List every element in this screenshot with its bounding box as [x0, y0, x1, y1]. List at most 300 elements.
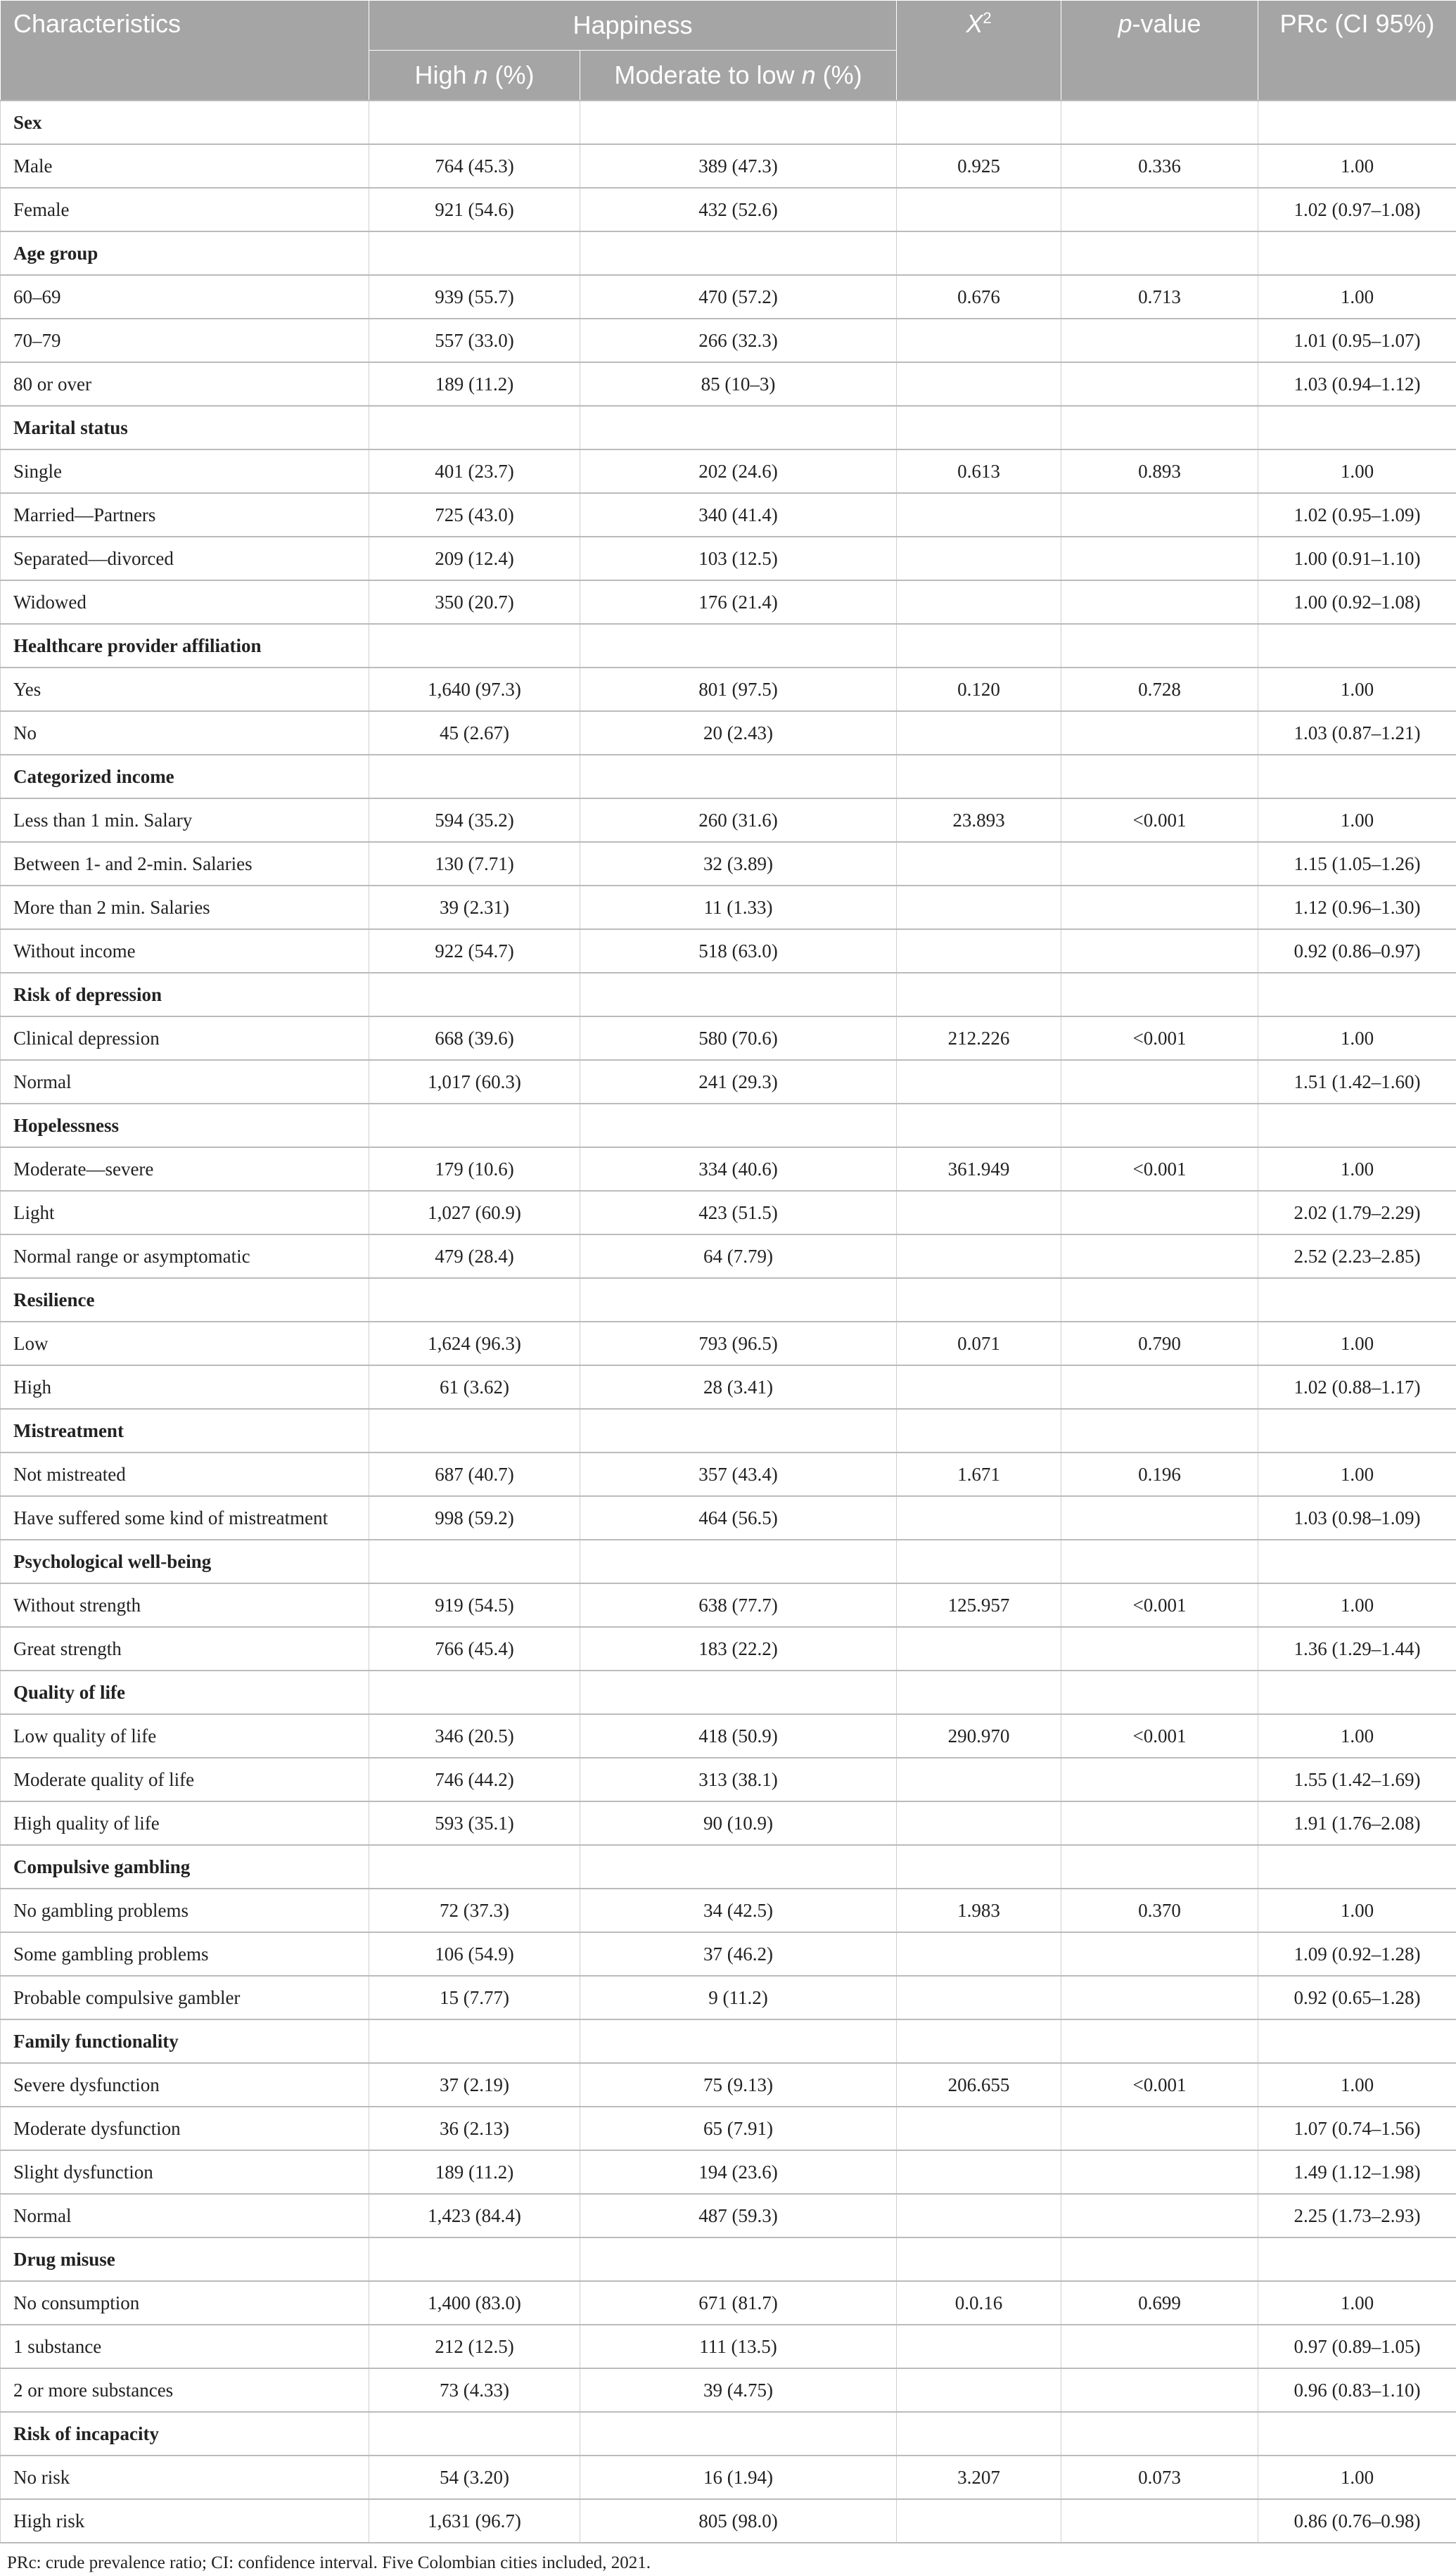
prc-cell: 0.86 (0.76–0.98)	[1258, 2499, 1456, 2543]
empty-cell	[1061, 1845, 1258, 1889]
empty-cell	[897, 755, 1061, 798]
row-label: Some gambling problems	[1, 1932, 369, 1976]
p-value-cell: 0.699	[1061, 2281, 1258, 2325]
prc-cell: 1.07 (0.74–1.56)	[1258, 2107, 1456, 2150]
empty-cell	[1061, 1104, 1258, 1147]
prc-cell: 1.00	[1258, 1452, 1456, 1496]
prc-cell: 1.51 (1.42–1.60)	[1258, 1060, 1456, 1104]
moderate-low-count-cell: 32 (3.89)	[580, 842, 897, 886]
table-row	[1, 886, 1456, 929]
header-high-prefix: High	[414, 60, 473, 89]
high-count-cell: 1,423 (84.4)	[369, 2194, 580, 2237]
high-count-cell: 350 (20.7)	[369, 580, 580, 624]
chi-square-cell	[897, 362, 1061, 406]
empty-cell	[369, 101, 580, 144]
high-count-cell: 1,631 (96.7)	[369, 2499, 580, 2543]
p-value-label: -value	[1132, 9, 1201, 38]
category-row	[1, 1104, 1456, 1147]
chi-square-cell: 0.120	[897, 668, 1061, 711]
empty-cell	[897, 2412, 1061, 2456]
row-label: Slight dysfunction	[1, 2150, 369, 2194]
high-count-cell: 37 (2.19)	[369, 2063, 580, 2107]
header-mod-suffix: (%)	[816, 60, 862, 89]
table-row	[1, 1452, 1456, 1496]
moderate-low-count-cell: 805 (98.0)	[580, 2499, 897, 2543]
moderate-low-count-cell: 580 (70.6)	[580, 1016, 897, 1060]
empty-cell	[1258, 231, 1456, 275]
empty-cell	[1258, 973, 1456, 1016]
table-row	[1, 1801, 1456, 1845]
high-count-cell: 15 (7.77)	[369, 1976, 580, 2019]
chi-square-cell	[897, 319, 1061, 362]
p-value-cell	[1061, 711, 1258, 755]
p-value-cell: <0.001	[1061, 1714, 1258, 1758]
row-label: Probable compulsive gambler	[1, 1976, 369, 2019]
row-label: High risk	[1, 2499, 369, 2543]
category-label: Family functionality	[1, 2019, 369, 2063]
table-row	[1, 2325, 1456, 2368]
p-value-cell	[1061, 2194, 1258, 2237]
empty-cell	[580, 1540, 897, 1583]
p-value-cell	[1061, 319, 1258, 362]
p-value-cell	[1061, 2499, 1258, 2543]
p-value-cell	[1061, 1365, 1258, 1409]
chi-square-cell	[897, 886, 1061, 929]
header-high	[369, 51, 580, 101]
high-count-cell: 106 (54.9)	[369, 1932, 580, 1976]
category-label: Mistreatment	[1, 1409, 369, 1452]
p-value-cell	[1061, 2150, 1258, 2194]
p-value-cell: <0.001	[1061, 1147, 1258, 1191]
chi-square-cell	[897, 1627, 1061, 1671]
prc-cell: 1.03 (0.87–1.21)	[1258, 711, 1456, 755]
prc-cell: 1.91 (1.76–2.08)	[1258, 1801, 1456, 1845]
category-row	[1, 2412, 1456, 2456]
empty-cell	[369, 1540, 580, 1583]
high-count-cell: 668 (39.6)	[369, 1016, 580, 1060]
high-count-cell: 209 (12.4)	[369, 537, 580, 580]
empty-cell	[1258, 2019, 1456, 2063]
prc-cell: 1.02 (0.97–1.08)	[1258, 188, 1456, 231]
moderate-low-count-cell: 487 (59.3)	[580, 2194, 897, 2237]
category-row	[1, 1409, 1456, 1452]
empty-cell	[1061, 624, 1258, 668]
empty-cell	[580, 624, 897, 668]
high-count-cell: 61 (3.62)	[369, 1365, 580, 1409]
chi-square-cell	[897, 1932, 1061, 1976]
high-count-cell: 45 (2.67)	[369, 711, 580, 755]
category-label: Resilience	[1, 1278, 369, 1322]
p-value-cell	[1061, 537, 1258, 580]
high-count-cell: 764 (45.3)	[369, 144, 580, 188]
prc-cell: 0.96 (0.83–1.10)	[1258, 2368, 1456, 2412]
empty-cell	[1061, 755, 1258, 798]
prc-cell: 1.00	[1258, 2281, 1456, 2325]
empty-cell	[369, 1671, 580, 1714]
prc-cell: 1.02 (0.88–1.17)	[1258, 1365, 1456, 1409]
category-row	[1, 1540, 1456, 1583]
category-row	[1, 755, 1456, 798]
prc-cell: 0.92 (0.86–0.97)	[1258, 929, 1456, 973]
moderate-low-count-cell: 389 (47.3)	[580, 144, 897, 188]
row-label: 70–79	[1, 319, 369, 362]
category-label: Risk of incapacity	[1, 2412, 369, 2456]
p-value-cell: 0.713	[1061, 275, 1258, 319]
empty-cell	[1061, 973, 1258, 1016]
chi-square-cell	[897, 1060, 1061, 1104]
p-value-cell: <0.001	[1061, 2063, 1258, 2107]
category-row	[1, 1671, 1456, 1714]
table-row	[1, 1365, 1456, 1409]
moderate-low-count-cell: 357 (43.4)	[580, 1452, 897, 1496]
empty-cell	[1061, 1671, 1258, 1714]
chi-square-cell: 125.957	[897, 1583, 1061, 1627]
category-label: Quality of life	[1, 1671, 369, 1714]
chi-square-cell	[897, 1365, 1061, 1409]
table-row	[1, 2194, 1456, 2237]
row-label: Not mistreated	[1, 1452, 369, 1496]
p-value-cell	[1061, 929, 1258, 973]
moderate-low-count-cell: 37 (46.2)	[580, 1932, 897, 1976]
moderate-low-count-cell: 418 (50.9)	[580, 1714, 897, 1758]
row-label: High	[1, 1365, 369, 1409]
moderate-low-count-cell: 801 (97.5)	[580, 668, 897, 711]
row-label: Separated—divorced	[1, 537, 369, 580]
row-label: No gambling problems	[1, 1889, 369, 1932]
moderate-low-count-cell: 103 (12.5)	[580, 537, 897, 580]
category-row	[1, 624, 1456, 668]
p-value-cell: 0.196	[1061, 1452, 1258, 1496]
p-value-cell	[1061, 2107, 1258, 2150]
moderate-low-count-cell: 202 (24.6)	[580, 449, 897, 493]
category-row	[1, 231, 1456, 275]
row-label: Light	[1, 1191, 369, 1234]
p-value-cell	[1061, 362, 1258, 406]
p-value-cell	[1061, 2325, 1258, 2368]
table-row	[1, 711, 1456, 755]
p-value-cell	[1061, 1234, 1258, 1278]
table-row	[1, 188, 1456, 231]
empty-cell	[1258, 1671, 1456, 1714]
moderate-low-count-cell: 334 (40.6)	[580, 1147, 897, 1191]
empty-cell	[1061, 406, 1258, 449]
prc-cell: 1.55 (1.42–1.69)	[1258, 1758, 1456, 1801]
moderate-low-count-cell: 793 (96.5)	[580, 1322, 897, 1365]
p-symbol: p	[1118, 9, 1132, 38]
chi-square-cell	[897, 188, 1061, 231]
row-label: Male	[1, 144, 369, 188]
moderate-low-count-cell: 65 (7.91)	[580, 2107, 897, 2150]
empty-cell	[580, 101, 897, 144]
moderate-low-count-cell: 11 (1.33)	[580, 886, 897, 929]
header-happiness: Happiness	[369, 1, 897, 51]
empty-cell	[580, 1845, 897, 1889]
chi-square-cell	[897, 2150, 1061, 2194]
table-row	[1, 2063, 1456, 2107]
empty-cell	[580, 1671, 897, 1714]
prc-cell: 1.00	[1258, 1147, 1456, 1191]
category-row	[1, 101, 1456, 144]
moderate-low-count-cell: 518 (63.0)	[580, 929, 897, 973]
category-row	[1, 406, 1456, 449]
table-row	[1, 1496, 1456, 1540]
moderate-low-count-cell: 266 (32.3)	[580, 319, 897, 362]
p-value-cell: <0.001	[1061, 798, 1258, 842]
row-label: Single	[1, 449, 369, 493]
moderate-low-count-cell: 313 (38.1)	[580, 1758, 897, 1801]
empty-cell	[897, 231, 1061, 275]
table-row	[1, 275, 1456, 319]
p-value-cell: <0.001	[1061, 1583, 1258, 1627]
row-label: Normal range or asymptomatic	[1, 1234, 369, 1278]
p-value-cell	[1061, 188, 1258, 231]
empty-cell	[1258, 2412, 1456, 2456]
moderate-low-count-cell: 194 (23.6)	[580, 2150, 897, 2194]
prc-cell: 0.92 (0.65–1.28)	[1258, 1976, 1456, 2019]
p-value-cell	[1061, 1191, 1258, 1234]
empty-cell	[369, 1845, 580, 1889]
prc-cell: 1.00	[1258, 449, 1456, 493]
moderate-low-count-cell: 432 (52.6)	[580, 188, 897, 231]
category-row	[1, 2019, 1456, 2063]
high-count-cell: 212 (12.5)	[369, 2325, 580, 2368]
p-value-cell	[1061, 580, 1258, 624]
prc-cell: 1.00	[1258, 1322, 1456, 1365]
row-label: Less than 1 min. Salary	[1, 798, 369, 842]
prc-cell: 1.00	[1258, 275, 1456, 319]
chi-square-cell	[897, 537, 1061, 580]
table-row	[1, 2150, 1456, 2194]
row-label: Between 1- and 2-min. Salaries	[1, 842, 369, 886]
category-label: Categorized income	[1, 755, 369, 798]
empty-cell	[897, 1104, 1061, 1147]
p-value-cell: 0.893	[1061, 449, 1258, 493]
high-count-cell: 179 (10.6)	[369, 1147, 580, 1191]
chi-square-cell	[897, 2368, 1061, 2412]
empty-cell	[580, 1409, 897, 1452]
category-label: Sex	[1, 101, 369, 144]
table-row	[1, 1714, 1456, 1758]
row-label: Moderate dysfunction	[1, 2107, 369, 2150]
table-row	[1, 537, 1456, 580]
chi-square-cell: 290.970	[897, 1714, 1061, 1758]
moderate-low-count-cell: 183 (22.2)	[580, 1627, 897, 1671]
empty-cell	[1258, 624, 1456, 668]
p-value-cell	[1061, 1976, 1258, 2019]
high-count-cell: 189 (11.2)	[369, 2150, 580, 2194]
chi-square-cell	[897, 1758, 1061, 1801]
prc-cell: 1.00	[1258, 668, 1456, 711]
chi-square-cell	[897, 1191, 1061, 1234]
table-row	[1, 1627, 1456, 1671]
high-count-cell: 1,400 (83.0)	[369, 2281, 580, 2325]
empty-cell	[897, 1409, 1061, 1452]
row-label: Without income	[1, 929, 369, 973]
prc-cell: 1.03 (0.94–1.12)	[1258, 362, 1456, 406]
chi-square-cell	[897, 711, 1061, 755]
empty-cell	[369, 1409, 580, 1452]
chi-square-cell	[897, 580, 1061, 624]
row-label: Married—Partners	[1, 493, 369, 537]
header-chi-square	[897, 1, 1061, 101]
chi-square-cell: 212.226	[897, 1016, 1061, 1060]
high-count-cell: 1,027 (60.9)	[369, 1191, 580, 1234]
empty-cell	[1258, 2237, 1456, 2281]
table-row	[1, 668, 1456, 711]
chi-square-cell: 0.0.16	[897, 2281, 1061, 2325]
category-label: Drug misuse	[1, 2237, 369, 2281]
p-value-cell	[1061, 842, 1258, 886]
p-value-cell	[1061, 1932, 1258, 1976]
empty-cell	[1061, 1278, 1258, 1322]
header-high-n: n	[474, 60, 488, 89]
empty-cell	[1061, 1540, 1258, 1583]
chi-square-cell	[897, 2194, 1061, 2237]
empty-cell	[369, 1104, 580, 1147]
table-row	[1, 1583, 1456, 1627]
row-label: Great strength	[1, 1627, 369, 1671]
table-body	[1, 101, 1456, 2543]
empty-cell	[1258, 755, 1456, 798]
empty-cell	[897, 101, 1061, 144]
moderate-low-count-cell: 75 (9.13)	[580, 2063, 897, 2107]
high-count-cell: 687 (40.7)	[369, 1452, 580, 1496]
category-label: Psychological well-being	[1, 1540, 369, 1583]
high-count-cell: 593 (35.1)	[369, 1801, 580, 1845]
table-row	[1, 319, 1456, 362]
row-label: Severe dysfunction	[1, 2063, 369, 2107]
empty-cell	[1258, 1278, 1456, 1322]
chi-square-cell: 361.949	[897, 1147, 1061, 1191]
row-label: Moderate quality of life	[1, 1758, 369, 1801]
table-row	[1, 1060, 1456, 1104]
prc-cell: 1.00	[1258, 144, 1456, 188]
empty-cell	[897, 973, 1061, 1016]
empty-cell	[369, 2412, 580, 2456]
prc-cell: 1.00	[1258, 1016, 1456, 1060]
empty-cell	[897, 1278, 1061, 1322]
table-row	[1, 580, 1456, 624]
prc-cell: 1.49 (1.12–1.98)	[1258, 2150, 1456, 2194]
chi-square-cell	[897, 493, 1061, 537]
p-value-cell: 0.790	[1061, 1322, 1258, 1365]
empty-cell	[897, 624, 1061, 668]
empty-cell	[1061, 1409, 1258, 1452]
empty-cell	[369, 231, 580, 275]
empty-cell	[369, 2237, 580, 2281]
table-row	[1, 449, 1456, 493]
moderate-low-count-cell: 340 (41.4)	[580, 493, 897, 537]
table-header	[1, 1, 1456, 101]
high-count-cell: 72 (37.3)	[369, 1889, 580, 1932]
category-row	[1, 1278, 1456, 1322]
row-label: More than 2 min. Salaries	[1, 886, 369, 929]
high-count-cell: 401 (23.7)	[369, 449, 580, 493]
header-moderate-low	[580, 51, 897, 101]
moderate-low-count-cell: 90 (10.9)	[580, 1801, 897, 1845]
high-count-cell: 1,017 (60.3)	[369, 1060, 580, 1104]
chi-square-cell: 23.893	[897, 798, 1061, 842]
header-high-suffix: (%)	[488, 60, 535, 89]
p-value-cell: 0.073	[1061, 2456, 1258, 2499]
moderate-low-count-cell: 39 (4.75)	[580, 2368, 897, 2412]
empty-cell	[1061, 2237, 1258, 2281]
chi-exponent: 2	[983, 9, 991, 27]
table-row	[1, 362, 1456, 406]
prc-cell: 1.00 (0.91–1.10)	[1258, 537, 1456, 580]
empty-cell	[1258, 1540, 1456, 1583]
high-count-cell: 479 (28.4)	[369, 1234, 580, 1278]
moderate-low-count-cell: 64 (7.79)	[580, 1234, 897, 1278]
high-count-cell: 130 (7.71)	[369, 842, 580, 886]
empty-cell	[1061, 2412, 1258, 2456]
prc-cell: 1.01 (0.95–1.07)	[1258, 319, 1456, 362]
chi-square-cell: 0.613	[897, 449, 1061, 493]
table-row	[1, 2368, 1456, 2412]
chi-square-cell	[897, 1976, 1061, 2019]
row-label: 2 or more substances	[1, 2368, 369, 2412]
prc-cell: 1.00	[1258, 1714, 1456, 1758]
prc-cell: 1.09 (0.92–1.28)	[1258, 1932, 1456, 1976]
row-label: No consumption	[1, 2281, 369, 2325]
moderate-low-count-cell: 20 (2.43)	[580, 711, 897, 755]
row-label: Widowed	[1, 580, 369, 624]
prc-cell: 1.36 (1.29–1.44)	[1258, 1627, 1456, 1671]
row-label: Normal	[1, 2194, 369, 2237]
empty-cell	[580, 755, 897, 798]
chi-square-cell: 0.071	[897, 1322, 1061, 1365]
row-label: Have suffered some kind of mistreatment	[1, 1496, 369, 1540]
moderate-low-count-cell: 241 (29.3)	[580, 1060, 897, 1104]
table-row	[1, 144, 1456, 188]
table-row	[1, 493, 1456, 537]
p-value-cell	[1061, 493, 1258, 537]
chi-square-cell: 206.655	[897, 2063, 1061, 2107]
category-row	[1, 2237, 1456, 2281]
chi-square-cell	[897, 2325, 1061, 2368]
p-value-cell	[1061, 1758, 1258, 1801]
empty-cell	[897, 2019, 1061, 2063]
prc-cell: 1.15 (1.05–1.26)	[1258, 842, 1456, 886]
empty-cell	[580, 1278, 897, 1322]
chi-square-cell	[897, 1496, 1061, 1540]
table-row	[1, 2499, 1456, 2543]
prc-cell: 1.00	[1258, 2063, 1456, 2107]
chi-square-cell	[897, 2499, 1061, 2543]
empty-cell	[1061, 2019, 1258, 2063]
prc-cell: 1.03 (0.98–1.09)	[1258, 1496, 1456, 1540]
table-row	[1, 1889, 1456, 1932]
prc-cell: 1.12 (0.96–1.30)	[1258, 886, 1456, 929]
empty-cell	[1258, 1104, 1456, 1147]
p-value-cell	[1061, 1801, 1258, 1845]
empty-cell	[580, 406, 897, 449]
chi-square-cell	[897, 1234, 1061, 1278]
category-label: Compulsive gambling	[1, 1845, 369, 1889]
p-value-cell: 0.728	[1061, 668, 1258, 711]
category-label: Age group	[1, 231, 369, 275]
category-label: Risk of depression	[1, 973, 369, 1016]
empty-cell	[897, 1845, 1061, 1889]
p-value-cell	[1061, 1496, 1258, 1540]
empty-cell	[369, 973, 580, 1016]
prc-cell: 2.02 (1.79–2.29)	[1258, 1191, 1456, 1234]
table-row	[1, 842, 1456, 886]
category-label: Marital status	[1, 406, 369, 449]
chi-square-cell	[897, 929, 1061, 973]
chi-square-cell	[897, 842, 1061, 886]
table-row	[1, 2107, 1456, 2150]
